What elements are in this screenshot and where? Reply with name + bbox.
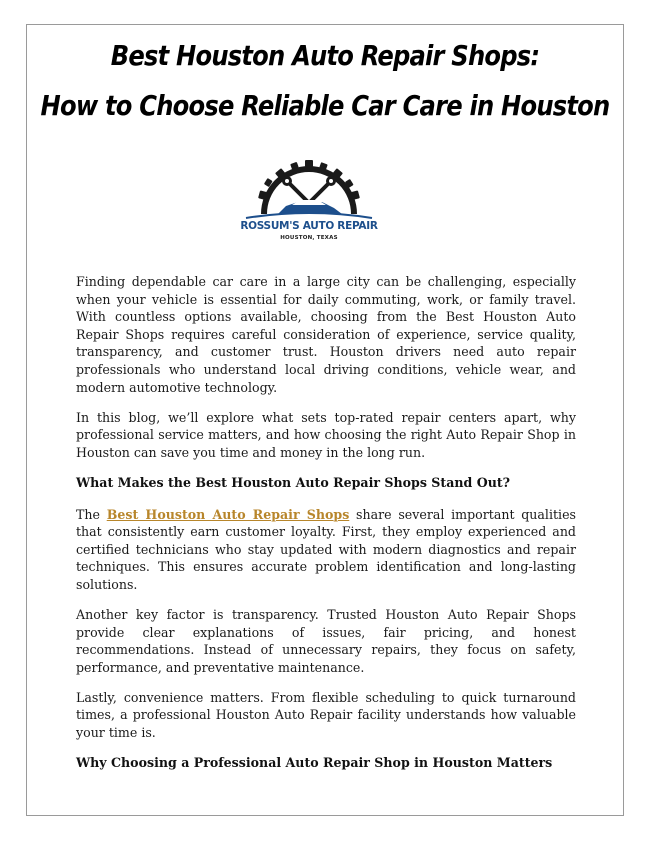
logo-company-name: ROSSUM'S AUTO REPAIR [240, 220, 378, 232]
convenience-paragraph: Lastly, convenience matters. From flexible scheduling to quick turnaround times, a professional Houston Auto Repair facility understands how valuable your time is. [76, 689, 576, 741]
intro-paragraph: Finding dependable car care in a large city can be challenging, especially when your vehicle is essential for daily commuting, work, or family travel. With countless options available, choosing from the Best Houston Auto Repair Shops requires careful consideration of experience, service quality, transparency, and customer trust. Houston drivers need auto repair professionals who understand local driving conditions, vehicle wear, and modern automotive technology. [76, 274, 576, 395]
article-body [76, 273, 576, 786]
qualities-paragraph [76, 506, 576, 594]
section-heading-why-professional: Why Choosing a Professional Auto Repair Shop in Houston Matters [76, 755, 553, 771]
logo-location: HOUSTON, TEXAS [280, 235, 338, 241]
document-title-line-2: How to Choose Reliable Car Care in Houston [40, 90, 610, 122]
blog-overview-paragraph: In this blog, we’ll explore what sets top-rated repair centers apart, why professional service matters, and how choosing the right Auto Repair Shop in Houston can save you time and money in the long run. [76, 409, 576, 460]
transparency-paragraph: Another key factor is transparency. Trusted Houston Auto Repair Shops provide clear explanations of issues, fair pricing, and honest recommendations. Instead of unnecessary repairs, they focus on safety, performance, and preventative maintenance. [76, 607, 576, 675]
qualities-text: share several important qualities that consistently earn customer loyalty. First, they employ experienced and certified technicians who stay updated with modern diagnostics and repair techniques. This ensures accurate problem identification and long-lasting solutions. [76, 506, 576, 592]
best-houston-shops-link[interactable]: Best Houston Auto Repair Shops [106, 506, 350, 522]
company-logo [236, 158, 382, 248]
document-title-line-1: Best Houston Auto Repair Shops: [110, 40, 540, 72]
qualities-prefix: The [76, 506, 107, 522]
gear-wrench-logo-icon [236, 158, 382, 220]
section-heading-stand-out: What Makes the Best Houston Auto Repair Shops Stand Out? [76, 474, 511, 490]
